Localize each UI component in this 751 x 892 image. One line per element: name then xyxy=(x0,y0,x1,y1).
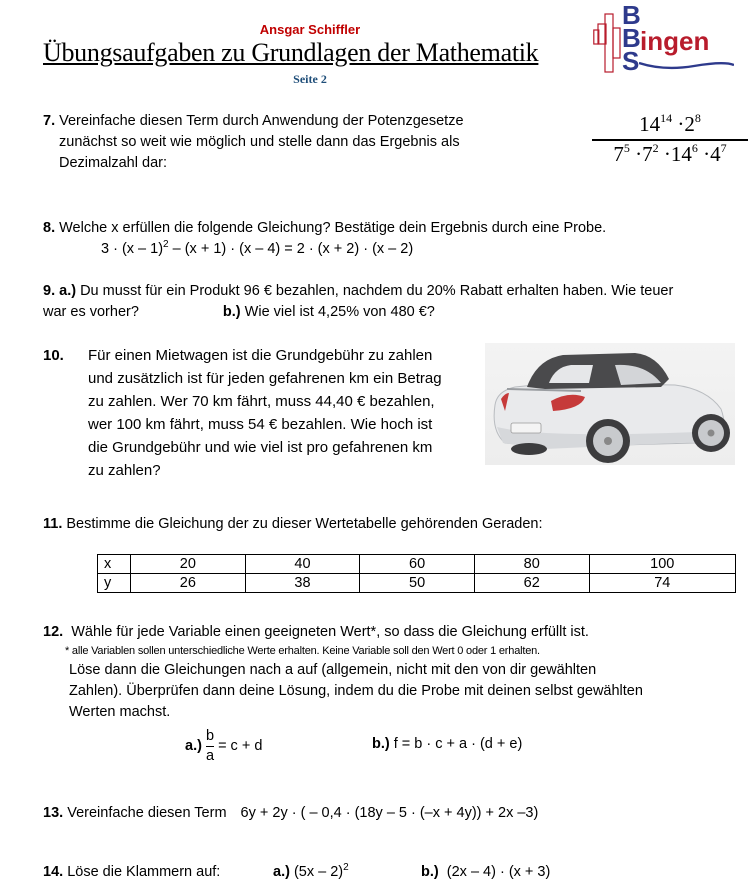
page-number: Seite 2 xyxy=(293,72,327,86)
footnote: * alle Variablen sollen unterschiedliche Werte erhalten. Keine Variable soll den Wert 0 oder 1 erhalten. xyxy=(65,645,540,657)
task-number: 7. xyxy=(43,113,56,129)
page-title: Übungsaufgaben zu Grundlagen der Mathematik xyxy=(43,38,539,67)
value-table xyxy=(97,554,736,593)
power-fraction xyxy=(590,112,750,167)
fraction-denominator: $7^5 \cdot 7^2 \cdot 14^6 \cdot 4^7$ xyxy=(613,140,727,166)
task-14: 14. Löse die Klammern auf: xyxy=(43,864,221,880)
task-14b: b.) (2x – 4) · (x + 3) xyxy=(421,864,551,880)
fraction-b-over-a: $\frac{b}{a}$ xyxy=(205,728,215,764)
task-12b: b.) f = b · c + a · (d + e) xyxy=(372,736,523,752)
logo-letters: B B S xyxy=(622,0,641,76)
task-9: 9. a.) Du musst für ein Produkt 96 € bezahlen, nachdem du 20% Rabatt erhalten haben. Wie teuer war es vorher? b.) Wie viel ist 4,25% von 480 €? xyxy=(43,283,674,320)
car-image xyxy=(485,343,735,465)
task-12a: a.) $\frac{b}{a}$ = c + d xyxy=(185,728,263,764)
logo-text: ingen xyxy=(640,26,710,56)
task-number: 8. xyxy=(43,220,56,236)
term-expression: 6y + 2y · ( – 0,4 · (18y – 5 · (–x + 4y)) + 2x –3) xyxy=(240,805,539,821)
task-11: 11. Bestimme die Gleichung der zu dieser Wertetabelle gehörenden Geraden: xyxy=(43,516,543,532)
building-icon xyxy=(593,10,623,76)
task-13: 13. Vereinfache diesen Term 6y + 2y · ( – 0,4 · (18y – 5 · (–x + 4y)) + 2x –3) xyxy=(43,805,539,821)
school-logo xyxy=(593,0,728,76)
task-10: 10. Für einen Mietwagen ist die Grundgebühr zu zahlen und zusätzlich ist für jeden gefahrenen km ein Betrag zu zahlen. Wer 70 km fährt, muss 44,40 € bezahlen, wer 100 km fährt, muss 54 € bezahlen. Wie hoch ist die Grundgebühr und wie viel ist pro gefahrenen km zu zahlen? xyxy=(43,347,442,479)
table-row-y: y 26 38 50 62 74 xyxy=(98,574,736,593)
fraction-numerator: $14^{14} \cdot 2^8$ xyxy=(639,111,701,136)
task-8: 8. Welche x erfüllen die folgende Gleichung? Bestätige dein Ergebnis durch eine Probe. 3 · (x – 1)$^2$ – (x + 1) · (x – 4) = 2 · (x + 2) · (x – 2) xyxy=(43,218,606,260)
car-icon xyxy=(485,343,735,465)
author-name: Ansgar Schiffler xyxy=(259,22,361,37)
task-12: 12. Wähle für jede Variable einen geeigneten Wert*, so dass die Gleichung erfüllt ist. * alle Variablen sollen unterschiedliche Werte erhalten. Keine Variable soll den Wert 0 oder 1 erhalten. Löse dann die Gleichungen nach a auf (allgemein, nicht mit den von dir gewählten Zahlen). Überprüfen dann deine Lösung, indem du die Probe mit deinen selbst gewählten Werten machst. xyxy=(43,624,643,720)
task-7: 7. Vereinfache diesen Term durch Anwendung der Potenzgesetze zunächst so weit wie möglich und stelle dann das Ergebnis als Dezimalzahl dar: xyxy=(43,113,464,171)
table-row-x: x 20 40 60 80 100 xyxy=(98,555,736,574)
task-14a: a.) (5x – 2)$^2$ xyxy=(273,862,349,880)
equation: 3 · (x – 1)$^2$ – (x + 1) · (x – 4) = 2 · (x + 2) · (x – 2) xyxy=(101,239,414,257)
logo-swoosh-icon xyxy=(639,60,734,72)
